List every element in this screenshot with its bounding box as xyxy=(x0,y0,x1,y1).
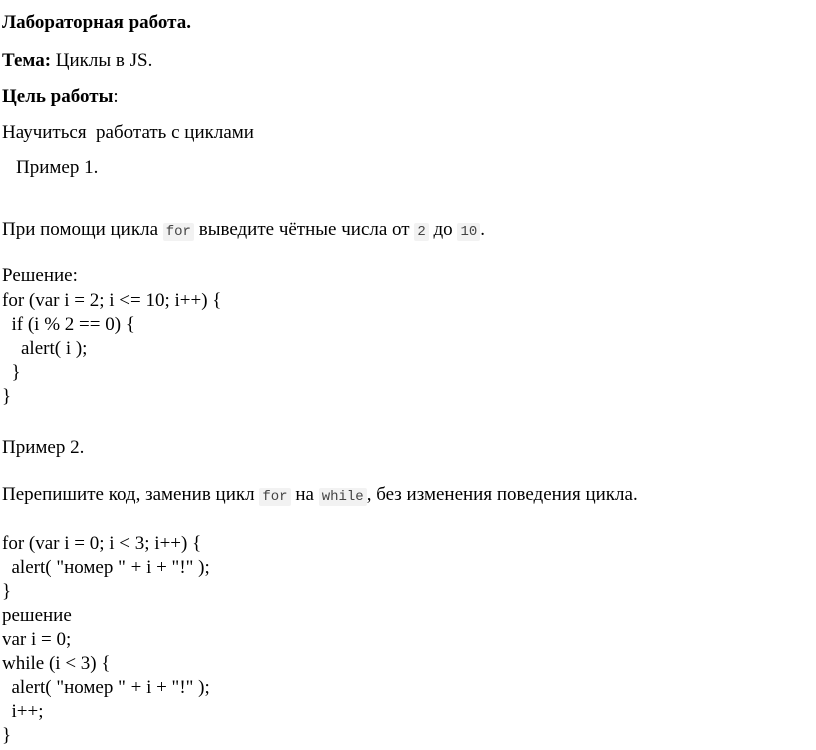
code-line: for (var i = 2; i <= 10; i++) { xyxy=(2,290,222,311)
topic-value: Циклы в JS. xyxy=(51,50,153,71)
goal-line xyxy=(2,86,119,108)
example1-task-mid2: до xyxy=(428,219,458,240)
example2-task-mid: на xyxy=(290,484,319,505)
inline-code-2: 2 xyxy=(414,223,428,241)
code-line: } xyxy=(2,581,12,602)
doc-title: Лабораторная работа. xyxy=(2,12,191,33)
example1-solution-label: Решение: xyxy=(2,265,78,286)
code-line: if (i % 2 == 0) { xyxy=(2,314,135,335)
inline-code-10: 10 xyxy=(457,223,480,241)
example2-task-end: , без изменения поведения цикла. xyxy=(366,484,638,505)
example2-task-prefix: Перепишите код, заменив цикл xyxy=(2,484,260,505)
example1-task-prefix: При помощи цикла xyxy=(2,219,163,240)
inline-code-for: for xyxy=(163,223,194,241)
example1-task-end: . xyxy=(480,219,485,240)
example1-task-mid: выведите чётные числа от xyxy=(193,219,415,240)
example2-solution-label: решение xyxy=(2,605,72,626)
goal-suffix: : xyxy=(113,86,119,107)
topic-label: Тема: xyxy=(2,50,52,71)
example2-task xyxy=(2,484,638,508)
code-line: while (i < 3) { xyxy=(2,653,111,674)
code-line: alert( i ); xyxy=(2,338,88,359)
code-line: } xyxy=(2,725,12,746)
code-line: } xyxy=(2,386,12,407)
example1-heading: Пример 1. xyxy=(16,157,99,178)
code-line: i++; xyxy=(2,701,44,722)
code-line: alert( "номер " + i + "!" ); xyxy=(2,557,210,578)
example1-task xyxy=(2,219,485,243)
goal-label: Цель работы xyxy=(2,86,114,107)
code-line: for (var i = 0; i < 3; i++) { xyxy=(2,533,202,554)
code-line: } xyxy=(2,362,21,383)
inline-code-while: while xyxy=(319,488,367,506)
code-line: alert( "номер " + i + "!" ); xyxy=(2,677,210,698)
example2-heading: Пример 2. xyxy=(2,437,85,458)
topic-line xyxy=(2,50,152,72)
goal-text: Научиться работать с циклами xyxy=(2,122,254,143)
code-line: var i = 0; xyxy=(2,629,72,650)
inline-code-for: for xyxy=(259,488,290,506)
